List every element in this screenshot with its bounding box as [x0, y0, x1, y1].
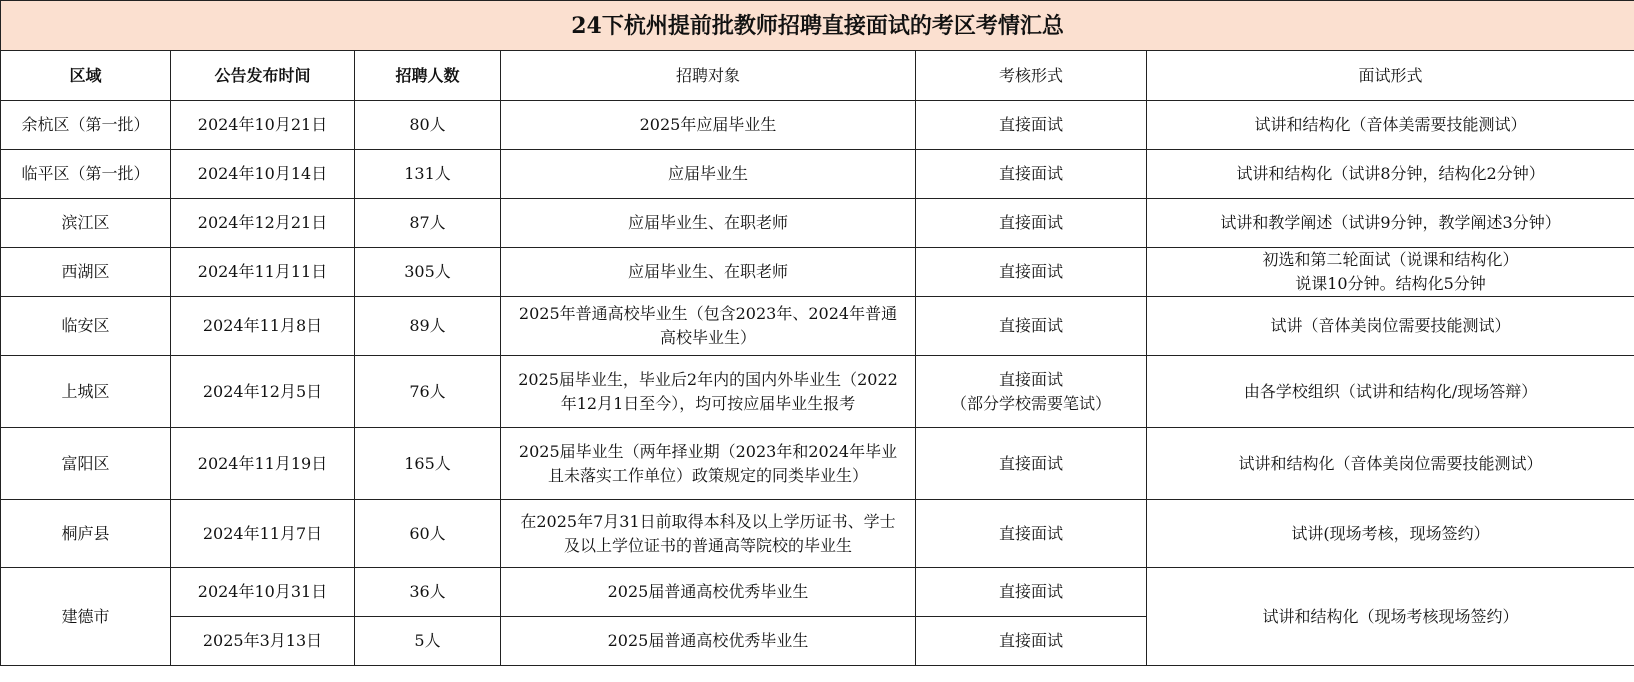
cell-target: [501, 199, 916, 248]
cell-interview-line: 试讲和结构化（音体美岗位需要技能测试）: [1238, 453, 1543, 473]
cell-assess-line: （部分学校需要笔试）: [950, 393, 1111, 413]
cell-date: 2024年11月7日: [171, 500, 355, 568]
cell-interview: [1147, 428, 1634, 500]
cell-interview-line: 试讲和结构化（音体美需要技能测试）: [1254, 115, 1527, 134]
cell-region: 富阳区: [1, 428, 171, 500]
cell-target-line: 2025年应届毕业生: [639, 115, 777, 134]
cell-assess: [916, 356, 1147, 428]
cell-count: 5人: [355, 617, 501, 666]
header-region: 区域: [1, 51, 171, 101]
cell-target-line: 应届毕业生、在职老师: [627, 262, 788, 281]
cell-date: 2024年10月31日: [171, 568, 355, 617]
table-title: 24下杭州提前批教师招聘直接面试的考区考情汇总: [1, 1, 1634, 51]
cell-target: 2025届普通高校优秀毕业生: [501, 617, 916, 666]
cell-count: 165人: [355, 428, 501, 500]
cell-assess: 直接面试: [916, 617, 1147, 666]
cell-region: 临安区: [1, 297, 171, 356]
table-row: [1, 150, 1634, 199]
cell-assess: 直接面试: [916, 568, 1147, 617]
cell-target-line: 2025届毕业生（两年择业期（2023年和2024年毕业: [518, 441, 898, 461]
table-row: [1, 248, 1634, 297]
cell-assess-line: 直接面试: [998, 523, 1063, 543]
cell-interview-line: 初选和第二轮面试（说课和结构化）: [1262, 250, 1519, 269]
table-row: [1, 428, 1634, 500]
cell-assess: [916, 101, 1147, 150]
header-date: 公告发布时间: [171, 51, 355, 101]
cell-target-line: 在2025年7月31日前取得本科及以上学历证书、学士: [520, 511, 896, 531]
cell-assess-line: 直接面试: [998, 316, 1063, 335]
cell-date: 2024年11月8日: [171, 297, 355, 356]
cell-assess-line: 直接面试: [998, 369, 1063, 389]
cell-interview-line: 说课10分钟。结构化5分钟: [1295, 274, 1486, 293]
cell-interview-line: 试讲和结构化（试讲8分钟，结构化2分钟）: [1236, 164, 1545, 183]
cell-target-line: 应届毕业生: [667, 164, 748, 183]
header-target: 招聘对象: [501, 51, 916, 101]
cell-interview: [1147, 199, 1634, 248]
cell-interview: [1147, 248, 1634, 297]
cell-assess-line: 直接面试: [998, 164, 1063, 183]
cell-region: 西湖区: [1, 248, 171, 297]
cell-target-line: 应届毕业生、在职老师: [627, 213, 788, 232]
cell-assess: [916, 248, 1147, 297]
header-assess: 考核形式: [916, 51, 1147, 101]
cell-date: 2024年10月14日: [171, 150, 355, 199]
cell-assess-line: 直接面试: [998, 115, 1063, 134]
table-row: [1, 500, 1634, 568]
cell-count: 36人: [355, 568, 501, 617]
cell-assess: [916, 500, 1147, 568]
cell-target-line: 2025年普通高校毕业生（包含2023年、2024年普通: [518, 304, 898, 323]
header-interview: 面试形式: [1147, 51, 1634, 101]
cell-count: 305人: [355, 248, 501, 297]
cell-region: 上城区: [1, 356, 171, 428]
cell-interview: [1147, 297, 1634, 356]
cell-interview: [1147, 101, 1634, 150]
cell-target-line: 及以上学位证书的普通高等院校的毕业生: [563, 535, 852, 555]
cell-interview-line: 试讲(现场考核，现场签约）: [1291, 523, 1490, 543]
cell-target: [501, 428, 916, 500]
cell-target-line: 高校毕业生）: [659, 328, 756, 347]
cell-assess: [916, 199, 1147, 248]
cell-target-line: 2025届毕业生，毕业后2年内的国内外毕业生（2022: [518, 369, 898, 389]
cell-date: 2024年11月11日: [171, 248, 355, 297]
table-row: [1, 101, 1634, 150]
table-row: [1, 356, 1634, 428]
cell-count: 76人: [355, 356, 501, 428]
cell-target: 2025届普通高校优秀毕业生: [501, 568, 916, 617]
cell-date: 2025年3月13日: [171, 617, 355, 666]
cell-region: 余杭区（第一批）: [1, 101, 171, 150]
cell-date: 2024年10月21日: [171, 101, 355, 150]
cell-target: [501, 150, 916, 199]
cell-region: 临平区（第一批）: [1, 150, 171, 199]
cell-assess: [916, 428, 1147, 500]
table-row: [1, 297, 1634, 356]
table-row: [1, 568, 1634, 617]
cell-target: [501, 500, 916, 568]
cell-count: 89人: [355, 297, 501, 356]
header-count: 招聘人数: [355, 51, 501, 101]
cell-target: [501, 297, 916, 356]
cell-region: 桐庐县: [1, 500, 171, 568]
cell-target: [501, 356, 916, 428]
cell-count: 60人: [355, 500, 501, 568]
cell-assess-line: 直接面试: [998, 453, 1063, 473]
cell-interview: [1147, 150, 1634, 199]
cell-date: 2024年11月19日: [171, 428, 355, 500]
cell-interview-line: 由各学校组织（试讲和结构化/现场答辩）: [1243, 381, 1538, 401]
cell-target: [501, 101, 916, 150]
cell-assess: [916, 150, 1147, 199]
cell-region: 建德市: [1, 568, 171, 666]
cell-assess: [916, 297, 1147, 356]
cell-target-line: 年12月1日至今），均可按应届毕业生报考: [560, 393, 856, 413]
cell-count: 80人: [355, 101, 501, 150]
header-row: [1, 51, 1634, 101]
cell-count: 131人: [355, 150, 501, 199]
cell-interview-line: 试讲（音体美岗位需要技能测试）: [1270, 316, 1511, 335]
cell-assess-line: 直接面试: [998, 213, 1063, 232]
cell-date: 2024年12月21日: [171, 199, 355, 248]
cell-assess-line: 直接面试: [998, 262, 1063, 281]
cell-date: 2024年12月5日: [171, 356, 355, 428]
cell-count: 87人: [355, 199, 501, 248]
cell-interview-line: 试讲和教学阐述（试讲9分钟，教学阐述3分钟）: [1220, 213, 1561, 232]
cell-target: [501, 248, 916, 297]
cell-target-line: 且未落实工作单位）政策规定的同类毕业生）: [547, 465, 868, 485]
cell-region: 滨江区: [1, 199, 171, 248]
cell-interview: 试讲和结构化（现场考核现场签约）: [1147, 568, 1634, 666]
table-row: [1, 199, 1634, 248]
cell-interview: [1147, 356, 1634, 428]
cell-interview: [1147, 500, 1634, 568]
